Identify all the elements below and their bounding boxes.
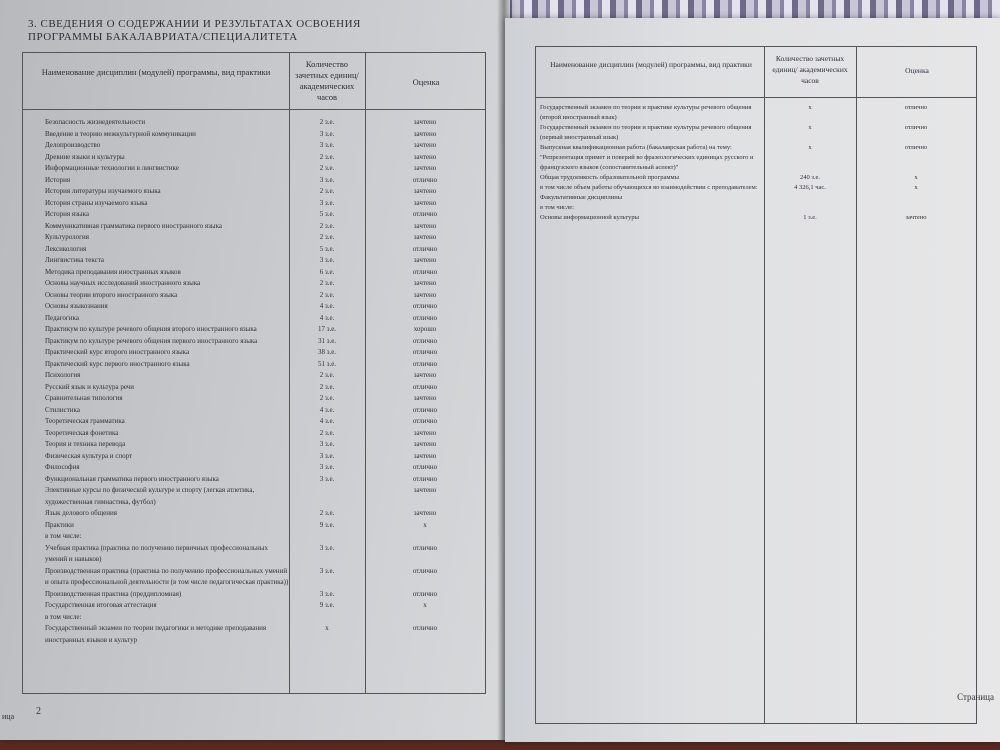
table-row: [23, 612, 485, 624]
section-title-line2: ПРОГРАММЫ БАКАЛАВРИАТА/СПЕЦИАЛИТЕТА: [28, 31, 298, 43]
grade: зачтено: [413, 141, 437, 149]
grade: зачтено: [413, 256, 437, 264]
table-row: [23, 393, 485, 405]
table-row: [23, 244, 485, 256]
table-row: [23, 462, 485, 474]
subject-name: Факультативные дисциплины: [540, 194, 623, 201]
table-row: [23, 209, 485, 221]
subject-name: Государственная итоговая аттестация: [45, 601, 157, 609]
credit-units: 2 з.е.: [319, 428, 335, 437]
subject-name: Русский язык и культура речи: [45, 382, 135, 391]
credit-units: 2 з.е.: [319, 164, 335, 172]
subject-name: Практикум по культуре речевого общения первого иностранного языка: [45, 336, 258, 345]
table-row: [23, 255, 485, 267]
grade: отлично: [904, 124, 928, 131]
subject-name: Физическая культура и спорт: [45, 451, 133, 460]
credit-units: 2 з.е.: [319, 382, 335, 391]
grades-table-left: [22, 52, 486, 694]
credit-units: 2 з.е.: [319, 394, 335, 402]
credit-units: [289, 612, 365, 624]
subject-name: в том числе:: [45, 612, 82, 621]
credit-units: 4 з.е.: [319, 405, 335, 414]
grade: отлично: [412, 474, 438, 483]
subject-name: Практический курс второго иностранного языка: [45, 348, 190, 356]
grade: х: [914, 184, 918, 191]
grade: х: [423, 520, 427, 529]
grade: зачтено: [413, 279, 437, 287]
subject-name: Сравнительная типология: [45, 394, 123, 402]
grade: отлично: [412, 210, 438, 218]
grade: х: [914, 174, 918, 181]
subject-name: Государственный экзамен по теории педагогики и методике преподавания иностранных языков и культур: [45, 624, 267, 644]
table-row: [23, 359, 485, 371]
section-title-line1: 3. СВЕДЕНИЯ О СОДЕРЖАНИИ И РЕЗУЛЬТАТАХ ОСВОЕНИЯ: [28, 18, 361, 30]
grade: хорошо: [413, 325, 437, 333]
grade: отлично: [412, 244, 438, 253]
grade: отлично: [412, 302, 438, 310]
table-row: [23, 347, 485, 359]
credit-units: 5 з.е.: [319, 244, 335, 253]
table-row: [23, 589, 485, 601]
right-page: [505, 18, 1000, 742]
table-body: [23, 117, 485, 646]
table-row: [23, 439, 485, 451]
table-row: [536, 183, 976, 193]
subject-name: Введение в теорию межкультурной коммуникации: [45, 129, 196, 138]
table-row: [23, 186, 485, 198]
credit-units: 9 з.е.: [319, 520, 335, 529]
credit-units: 3 з.е.: [319, 566, 335, 575]
subject-name: Государственный экзамен по теории и практике культуры речевого общения (первый иностранный язык): [540, 124, 752, 141]
grades-table-right: [535, 46, 977, 724]
subject-name: Учебная практика (практика по получению первичных профессиональных умений и навыков): [45, 543, 268, 563]
table-row: [23, 336, 485, 348]
table-row: [23, 324, 485, 336]
table-row: [536, 203, 976, 213]
grade: отлично: [412, 589, 438, 598]
subject-name: Делопроизводство: [45, 141, 101, 149]
table-row: [536, 173, 976, 183]
table-row: [23, 301, 485, 313]
subject-name: Философия: [45, 463, 80, 471]
subject-name: Лингвистика текста: [45, 256, 104, 264]
grade: отлично: [412, 267, 438, 276]
subject-name: Основы научных исследований иностранного языка: [45, 279, 201, 287]
grade: зачтено: [413, 198, 437, 207]
credit-units: [764, 203, 856, 213]
grade: зачтено: [413, 152, 437, 161]
grade: зачтено: [413, 118, 437, 126]
credit-units: 240 з.е.: [799, 174, 821, 181]
column-header-grade: Оценка: [905, 66, 929, 75]
table-row: [23, 370, 485, 382]
subject-name: в том числе:: [540, 204, 574, 211]
subject-name: История страны изучаемого языка: [45, 198, 148, 207]
credit-units: 2 з.е.: [319, 290, 335, 299]
table-row: [23, 543, 485, 566]
grade: зачтено: [413, 129, 437, 138]
table-row: [23, 163, 485, 175]
credit-units: 51 з.е.: [317, 359, 337, 368]
credit-units: 3 з.е.: [319, 440, 335, 448]
grade: отлично: [412, 463, 438, 471]
credit-units: 3 з.е.: [319, 589, 335, 598]
credit-units: 3 з.е.: [319, 129, 335, 138]
column-header-grade: Оценка: [412, 77, 440, 87]
table-row: [23, 129, 485, 141]
credit-units: 4 з.е.: [319, 302, 335, 310]
page-number: 2: [36, 706, 41, 717]
table-row: [23, 566, 485, 589]
grade: зачтено: [413, 451, 437, 460]
subject-name: Теория и техника перевода: [45, 440, 126, 448]
credit-units: 3 з.е.: [319, 141, 335, 149]
subject-name: Практический курс первого иностранного языка: [45, 359, 190, 368]
table-row: [23, 278, 485, 290]
credit-units: 3 з.е.: [319, 451, 335, 460]
credit-units: х: [808, 124, 812, 131]
table-row: [23, 152, 485, 164]
table-row: [23, 508, 485, 520]
credit-units: 3 з.е.: [319, 198, 335, 207]
grade: зачтено: [413, 371, 437, 379]
credit-units: 2 з.е.: [319, 118, 335, 126]
grade: отлично: [412, 348, 438, 356]
table-row: [23, 485, 485, 508]
table-row: [536, 193, 976, 203]
credit-units: 3 з.е.: [319, 543, 335, 552]
grade: отлично: [412, 359, 438, 368]
table-row: [23, 520, 485, 532]
subject-name: в том числе:: [45, 532, 82, 540]
grade: х: [423, 601, 427, 609]
subject-name: Государственный экзамен по теории и практике культуры речевого общения (второй иностранный язык): [540, 104, 752, 121]
credit-units: 2 з.е.: [319, 233, 335, 241]
credit-units: [289, 531, 365, 543]
table-row: [23, 382, 485, 394]
table-row: [23, 267, 485, 279]
subject-name: Производственная практика (преддипломная): [45, 589, 182, 598]
credit-units: 4 з.е.: [319, 417, 335, 425]
grade: зачтено: [413, 394, 437, 402]
grade: зачтено: [413, 509, 437, 517]
subject-name: Лексикология: [45, 244, 87, 253]
credit-units: 17 з.е.: [317, 325, 337, 333]
table-row: [23, 451, 485, 463]
grade: зачтено: [413, 440, 437, 448]
subject-name: Выпускная квалификационная работа (бакалаврская работа) на тему: "Репрезентация примет и поверий во фразеологических единицах русского и французского языков (сопоставительный аспект)": [540, 144, 754, 171]
grade: отлично: [412, 417, 438, 425]
credit-units: 38 з.е.: [317, 348, 337, 356]
subject-name: Психология: [45, 371, 81, 379]
credit-units: 3 з.е.: [319, 175, 335, 184]
grade: [856, 203, 976, 213]
credit-units: 4 з.е.: [319, 313, 335, 322]
edge-text: ица: [2, 712, 15, 721]
subject-name: Функциональная грамматика первого иностранного языка: [45, 474, 219, 483]
table-row: [23, 198, 485, 210]
subject-name: История: [45, 175, 71, 184]
table-row: [536, 123, 976, 143]
grade: зачтено: [413, 428, 437, 437]
subject-name: Коммуникативная грамматика первого иностранного языка: [45, 221, 222, 230]
subject-name: Педагогика: [45, 313, 79, 322]
subject-name: в том числе объем работы обучающихся во взаимодействии с преподавателем:: [540, 184, 758, 191]
subject-name: История литературы изучаемого языка: [45, 187, 161, 195]
credit-units: 31 з.е.: [317, 336, 337, 345]
grade: зачтено: [413, 187, 437, 195]
subject-name: Культурология: [45, 233, 89, 241]
table-row: [23, 313, 485, 325]
credit-units: 9 з.е.: [319, 601, 335, 609]
table-row: [536, 103, 976, 123]
grade: отлично: [904, 104, 928, 111]
subject-name: Стилистика: [45, 405, 80, 414]
column-header-name: Наименование дисциплин (модулей) программы, вид практики: [550, 60, 752, 69]
section-title: [28, 18, 361, 44]
table-row: [23, 405, 485, 417]
grade: отлично: [412, 405, 438, 414]
grade: отлично: [412, 175, 438, 184]
table-body: [536, 103, 976, 223]
credit-units: 2 з.е.: [319, 221, 335, 230]
credit-units: 2 з.е.: [319, 279, 335, 287]
subject-name: Теоретическая грамматика: [45, 417, 125, 425]
grade: отлично: [412, 566, 438, 575]
table-row: [23, 474, 485, 486]
credit-units: х: [808, 144, 812, 151]
table-row: [23, 175, 485, 187]
subject-name: Информационные технологии в лингвистике: [45, 164, 179, 172]
grade: [856, 193, 976, 203]
table-row: [23, 623, 485, 646]
grade: отлично: [412, 624, 438, 632]
grade: отлично: [904, 144, 928, 151]
table-row: [23, 290, 485, 302]
subject-name: Практики: [45, 520, 74, 529]
grade: отлично: [412, 543, 438, 552]
credit-units: 3 з.е.: [319, 474, 335, 483]
column-header-units: Количество зачетных единиц/ академических часов: [295, 59, 359, 102]
column-header-name: Наименование дисциплин (модулей) программы, вид практики: [41, 67, 271, 77]
subject-name: Общая трудоемкость образовательной программы: [540, 174, 679, 181]
subject-name: Методика преподавания иностранных языков: [45, 267, 181, 276]
credit-units: 2 з.е.: [319, 509, 335, 517]
credit-units: [289, 485, 365, 508]
table-row: [23, 117, 485, 129]
credit-units: 3 з.е.: [319, 256, 335, 264]
grade: отлично: [412, 336, 438, 345]
credit-units: 2 з.е.: [319, 187, 335, 195]
grade: [365, 531, 485, 543]
grade: зачтено: [413, 221, 437, 230]
table-row: [23, 140, 485, 152]
footer-label: Страница: [957, 692, 994, 702]
table-row: [23, 531, 485, 543]
table-row: [23, 416, 485, 428]
table-row: [536, 143, 976, 173]
grade: отлично: [412, 313, 438, 322]
grade: зачтено: [413, 233, 437, 241]
credit-units: 3 з.е.: [319, 463, 335, 471]
subject-name: Основы языкознания: [45, 302, 108, 310]
subject-name: Элективные курсы по физической культуре и спорту (легкая атлетика, художественная гимнастика, футбол): [45, 486, 255, 506]
subject-name: История языка: [45, 210, 89, 218]
subject-name: Безопасность жизнедеятельности: [45, 118, 146, 126]
grade: отлично: [412, 382, 438, 391]
subject-name: Теоретическая фонетика: [45, 428, 119, 437]
table-row: [23, 232, 485, 244]
subject-name: Основы информационной культуры: [540, 214, 640, 221]
subject-name: Производственная практика (практика по получению профессиональных умений и опыта профессиональной деятельности (в том числе педагогическая практика)): [45, 566, 289, 586]
subject-name: Практикум по культуре речевого общения второго иностранного языка: [45, 325, 257, 333]
subject-name: Древние языки и культуры: [45, 152, 125, 161]
grade: [365, 612, 485, 624]
table-row: [23, 221, 485, 233]
credit-units: х: [325, 624, 329, 632]
grade: зачтено: [413, 164, 437, 172]
table-row: [536, 213, 976, 223]
column-header-units: Количество зачетных единиц/ академических часов: [772, 54, 848, 85]
grade: зачтено: [413, 486, 437, 494]
credit-units: 6 з.е.: [319, 267, 335, 276]
subject-name: Язык делового общения: [45, 509, 117, 517]
credit-units: 1 з.е.: [803, 214, 817, 221]
table-row: [23, 428, 485, 440]
credit-units: 2 з.е.: [319, 371, 335, 379]
credit-units: 5 з.е.: [319, 210, 335, 218]
credit-units: [764, 193, 856, 203]
grade: зачтено: [413, 290, 437, 299]
credit-units: 4 326,1 час.: [794, 184, 826, 191]
table-row: [23, 600, 485, 612]
credit-units: х: [808, 104, 812, 111]
grade: зачтено: [905, 214, 927, 221]
subject-name: Основы теории второго иностранного языка: [45, 290, 178, 299]
credit-units: 2 з.е.: [319, 152, 335, 161]
